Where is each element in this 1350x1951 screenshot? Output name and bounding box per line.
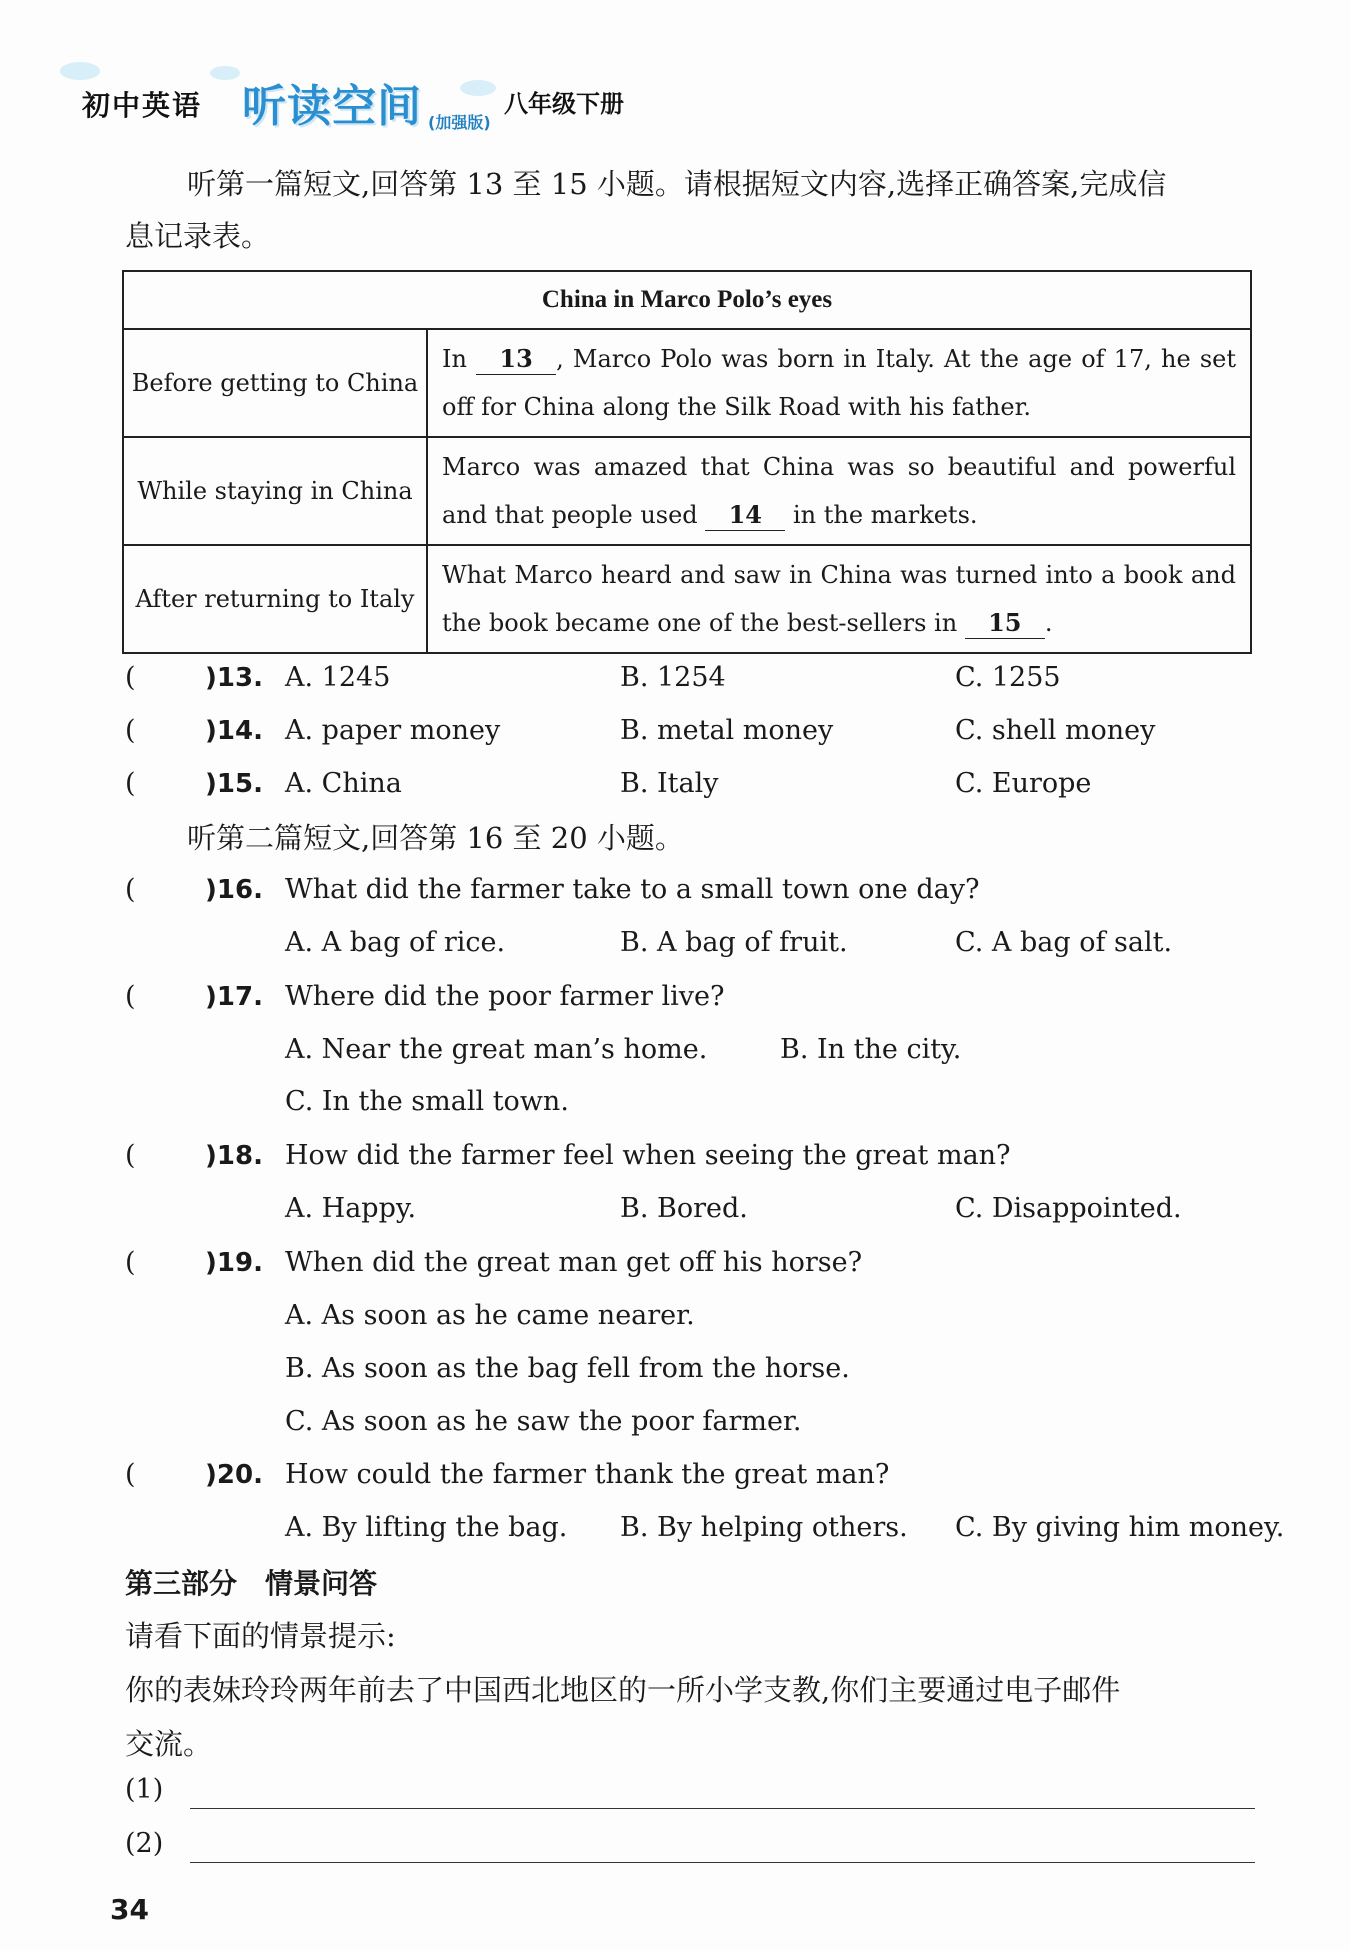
table-title: China in Marco Polo’s eyes bbox=[123, 271, 1251, 329]
row-content bbox=[427, 545, 1251, 653]
row-content bbox=[427, 437, 1251, 545]
answer-bracket[interactable]: ( bbox=[125, 768, 136, 799]
edition-label: (加强版) bbox=[428, 113, 491, 132]
question-number: )18. bbox=[205, 1141, 263, 1171]
option-b[interactable]: B. Bored. bbox=[620, 1193, 748, 1224]
row-text: , Marco Polo was born in Italy. At the age of 17, he set off for China along the Silk Road with his father. bbox=[442, 345, 1236, 421]
scenario-line: 交流。 bbox=[125, 1727, 213, 1761]
answer-bracket[interactable]: ( bbox=[125, 981, 136, 1012]
option-a[interactable]: A. A bag of rice. bbox=[285, 927, 506, 958]
option-c[interactable]: C. A bag of salt. bbox=[955, 927, 1173, 958]
row-label: Before getting to China bbox=[123, 329, 427, 437]
row-label: While staying in China bbox=[123, 437, 427, 545]
option-c[interactable]: C. By giving him money. bbox=[955, 1512, 1285, 1543]
option-c[interactable]: C. In the small town. bbox=[285, 1086, 569, 1117]
option-a[interactable]: A. By lifting the bag. bbox=[285, 1512, 568, 1543]
instruction-line: 听第一篇短文,回答第 13 至 15 小题。请根据短文内容,选择正确答案,完成信 bbox=[187, 167, 1167, 201]
option-c[interactable]: C. As soon as he saw the poor farmer. bbox=[285, 1406, 802, 1437]
option-a[interactable]: A. Happy. bbox=[285, 1193, 417, 1224]
answer-bracket[interactable]: ( bbox=[125, 662, 136, 693]
instruction-line: 息记录表。 bbox=[125, 219, 271, 253]
grade-label: 八年级下册 bbox=[504, 90, 624, 118]
option-b[interactable]: B. metal money bbox=[620, 715, 834, 746]
blank-13[interactable]: 13 bbox=[476, 344, 556, 375]
series-logo: 听读空间 bbox=[242, 81, 422, 132]
question-number: )16. bbox=[205, 875, 263, 905]
question-text: How could the farmer thank the great man? bbox=[285, 1459, 890, 1490]
question-text: Where did the poor farmer live? bbox=[285, 981, 725, 1012]
option-a[interactable]: A. As soon as he came nearer. bbox=[285, 1300, 695, 1331]
option-c[interactable]: C. 1255 bbox=[955, 662, 1061, 693]
info-record-table bbox=[122, 270, 1252, 654]
cloud-decoration bbox=[210, 66, 240, 80]
row-text: in the markets. bbox=[792, 501, 978, 529]
row-text: . bbox=[1044, 609, 1053, 637]
table-row bbox=[123, 437, 1251, 545]
row-label: After returning to Italy bbox=[123, 545, 427, 653]
option-c[interactable]: C. shell money bbox=[955, 715, 1156, 746]
cloud-decoration bbox=[60, 62, 100, 80]
blank-14[interactable]: 14 bbox=[705, 500, 785, 531]
option-a[interactable]: A. China bbox=[285, 768, 402, 799]
answer-bracket[interactable]: ( bbox=[125, 715, 136, 746]
question-15 bbox=[125, 764, 1255, 804]
answer-bracket[interactable]: ( bbox=[125, 1459, 136, 1490]
option-b[interactable]: B. Italy bbox=[620, 768, 719, 799]
answer-bracket[interactable]: ( bbox=[125, 1140, 136, 1171]
question-14 bbox=[125, 711, 1255, 751]
question-18 bbox=[125, 1136, 1255, 1176]
option-b[interactable]: B. A bag of fruit. bbox=[620, 927, 848, 958]
question-text: When did the great man get off his horse? bbox=[285, 1247, 863, 1278]
option-a[interactable]: A. 1245 bbox=[285, 662, 391, 693]
answer-line-1[interactable] bbox=[125, 1774, 1255, 1814]
question-17 bbox=[125, 977, 1255, 1017]
scenario-line: 你的表妹玲玲两年前去了中国西北地区的一所小学支教,你们主要通过电子邮件 bbox=[125, 1673, 1121, 1707]
answer-bracket[interactable]: ( bbox=[125, 1247, 136, 1278]
option-b[interactable]: B. In the city. bbox=[780, 1034, 962, 1065]
row-text: In bbox=[442, 345, 467, 373]
prompt-line: 请看下面的情景提示: bbox=[125, 1619, 396, 1653]
answer-line-2[interactable] bbox=[125, 1828, 1255, 1868]
option-a[interactable]: A. paper money bbox=[285, 715, 501, 746]
answer-label: (1) bbox=[125, 1774, 164, 1805]
answer-rule[interactable] bbox=[190, 1808, 1255, 1809]
question-number: )14. bbox=[205, 716, 263, 746]
table-row bbox=[123, 329, 1251, 437]
question-13 bbox=[125, 658, 1255, 698]
question-text: How did the farmer feel when seeing the great man? bbox=[285, 1140, 1011, 1171]
question-20 bbox=[125, 1455, 1255, 1495]
option-b[interactable]: B. By helping others. bbox=[620, 1512, 908, 1543]
option-b[interactable]: B. 1254 bbox=[620, 662, 726, 693]
section-title: 第三部分 情景问答 bbox=[125, 1567, 378, 1600]
question-number: )17. bbox=[205, 982, 263, 1012]
page-number: 34 bbox=[110, 1893, 149, 1926]
question-number: )20. bbox=[205, 1460, 263, 1490]
cloud-decoration bbox=[460, 80, 496, 96]
question-number: )13. bbox=[205, 663, 263, 693]
row-text: What Marco heard and saw in China was turned into a book and the book became one of the best-sellers in bbox=[442, 561, 1236, 637]
row-text: Marco was amazed that China was so beautiful and powerful and that people used bbox=[442, 453, 1236, 529]
row-content bbox=[427, 329, 1251, 437]
blank-15[interactable]: 15 bbox=[965, 608, 1045, 639]
answer-label: (2) bbox=[125, 1828, 164, 1859]
page-header bbox=[70, 62, 670, 132]
question-text: What did the farmer take to a small town one day? bbox=[285, 874, 980, 905]
table-row bbox=[123, 545, 1251, 653]
question-16 bbox=[125, 870, 1255, 910]
question-number: )15. bbox=[205, 769, 263, 799]
answer-rule[interactable] bbox=[190, 1862, 1255, 1863]
option-c[interactable]: C. Disappointed. bbox=[955, 1193, 1182, 1224]
option-b[interactable]: B. As soon as the bag fell from the horse. bbox=[285, 1353, 850, 1384]
book-title: 初中英语 bbox=[82, 89, 203, 122]
instruction-line: 听第二篇短文,回答第 16 至 20 小题。 bbox=[187, 821, 684, 855]
option-c[interactable]: C. Europe bbox=[955, 768, 1092, 799]
answer-bracket[interactable]: ( bbox=[125, 874, 136, 905]
question-number: )19. bbox=[205, 1248, 263, 1278]
question-19 bbox=[125, 1243, 1255, 1283]
option-a[interactable]: A. Near the great man’s home. bbox=[285, 1034, 708, 1065]
